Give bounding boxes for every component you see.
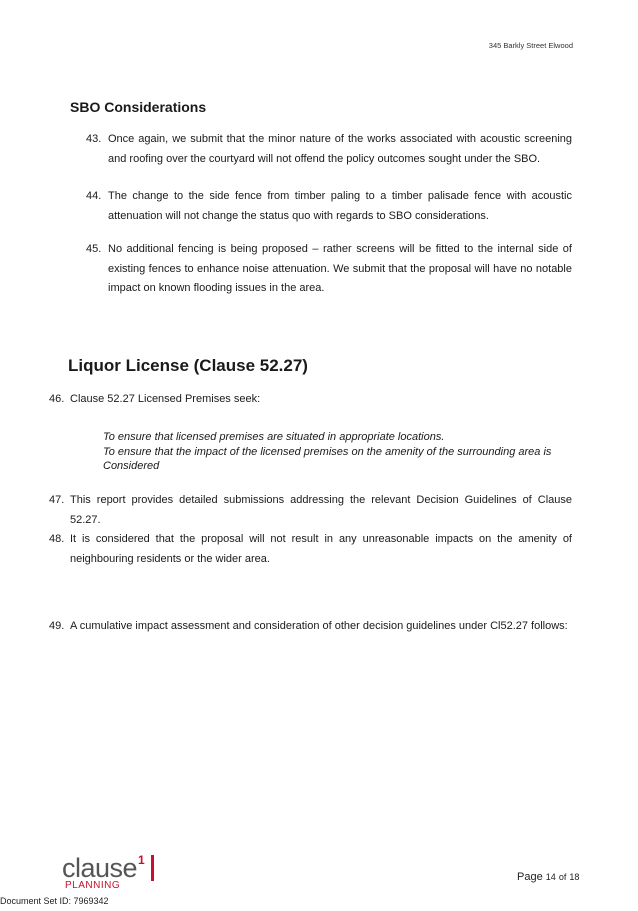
quote-line: To ensure that the impact of the licensed premises on the amenity of the surrounding area is Considered (103, 445, 552, 473)
item-text: Once again, we submit that the minor nature of the works associated with acoustic screening and roofing over the courtyard will not offend the policy outcomes sought under the SBO. (108, 133, 572, 165)
quote-line: To ensure that licensed premises are situated in appropriate locations. (103, 431, 445, 443)
list-item-48 (49, 530, 572, 569)
list-item-47 (49, 491, 572, 530)
item-number: 47. (49, 494, 65, 506)
page-number (517, 871, 579, 883)
logo-wordmark: clause (62, 853, 138, 883)
page-label: Page (517, 871, 543, 883)
list-item-44 (86, 187, 572, 226)
item-number: 48. (49, 533, 65, 545)
header-address: 345 Barkly Street Elwood (488, 41, 573, 50)
clause1-planning-logo (62, 855, 162, 895)
list-item-43 (86, 130, 572, 169)
logo-accent-bar (151, 855, 154, 881)
liquor-heading: Liquor License (Clause 52.27) (68, 356, 308, 375)
list-item-46 (49, 390, 572, 410)
item-text: It is considered that the proposal will not result in any unreasonable impacts on the amenity of neighbouring residents or the wider area. (70, 533, 572, 565)
list-item-45 (86, 240, 572, 299)
item-text: No additional fencing is being proposed – rather screens will be fitted to the internal side of existing fences to enhance noise attenuation. We submit that the proposal will have no notable impact on known flooding issues in the area. (108, 243, 572, 294)
item-number: 49. (49, 620, 65, 632)
sbo-heading: SBO Considerations (70, 99, 207, 115)
item-text: A cumulative impact assessment and consideration of other decision guidelines under Cl52.27 follows: (70, 620, 568, 632)
item-number: 43. (86, 133, 102, 145)
document-set-id: Document Set ID: 7969342 (0, 896, 109, 906)
page-total: 18 (569, 872, 580, 882)
page-of: of (558, 872, 567, 882)
logo-subtitle: PLANNING (65, 880, 121, 891)
item-text: This report provides detailed submissions addressing the relevant Decision Guidelines of Clause 52.27. (70, 494, 572, 526)
item-number: 44. (86, 190, 102, 202)
item-text: The change to the side fence from timber paling to a timber palisade fence with acoustic attenuation will not change the status quo with regards to SBO considerations. (108, 190, 572, 222)
item-number: 46. (49, 393, 65, 405)
logo-superscript: 1 (138, 853, 145, 867)
page-current: 14 (545, 872, 556, 882)
item-text: Clause 52.27 Licensed Premises seek: (70, 393, 261, 405)
purpose-quote (103, 430, 553, 474)
item-number: 45. (86, 243, 102, 255)
list-item-49 (49, 617, 572, 637)
